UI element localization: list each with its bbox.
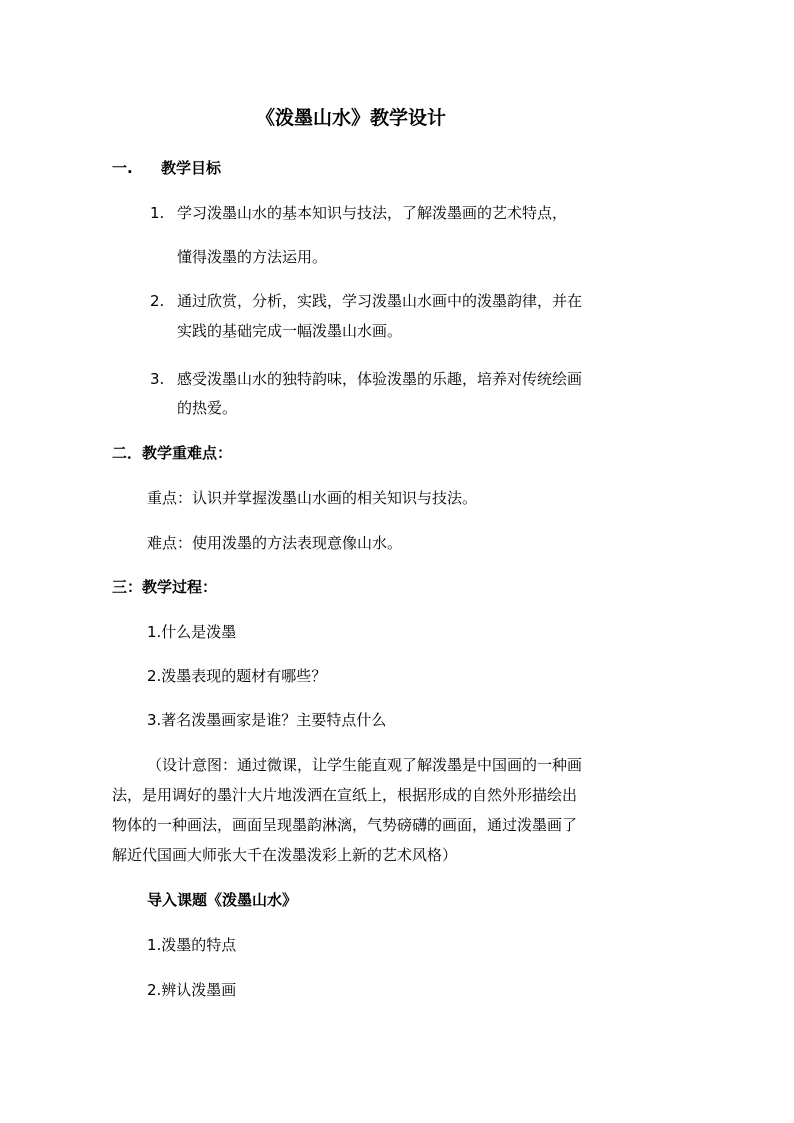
intro-item-2: 2.辨认泼墨画 <box>147 981 237 999</box>
process-question-1: 1.什么是泼墨 <box>147 623 237 641</box>
process-question-2: 2.泼墨表现的题材有哪些？ <box>147 667 327 685</box>
intro-heading: 导入课题《泼墨山水》 <box>147 891 298 909</box>
intro-item-1: 1.泼墨的特点 <box>147 936 237 954</box>
objective-3-line-2: 的热爱。 <box>177 399 238 417</box>
objective-3-line-1: 感受泼墨山水的独特韵味，体验泼墨的乐趣，培养对传统绘画 <box>177 370 583 388</box>
design-intent-line-3: 物体的一种画法，画面呈现墨韵淋漓，气势磅礴的画面，通过泼墨画了 <box>112 816 578 834</box>
section-3-heading: 三：教学过程： <box>112 578 218 596</box>
key-point-focus: 重点：认识并掌握泼墨山水画的相关知识与技法。 <box>147 489 478 507</box>
key-point-difficulty: 难点：使用泼墨的方法表现意像山水。 <box>147 534 403 552</box>
section-2-heading: 二．教学重难点： <box>112 444 233 462</box>
objective-3-number: 3. <box>150 370 165 388</box>
objective-1-line-1: 学习泼墨山水的基本知识与技法，了解泼墨画的艺术特点， <box>177 204 568 222</box>
objective-1-line-2: 懂得泼墨的方法运用。 <box>177 248 328 266</box>
section-1-heading: 教学目标 <box>161 159 222 177</box>
document-title: 《泼墨山水》教学设计 <box>256 107 447 129</box>
design-intent-line-2: 法，是用调好的墨汁大片地泼洒在宣纸上，根据形成的自然外形描绘出 <box>112 786 578 804</box>
design-intent-line-4: 解近代国画大师张大千在泼墨泼彩上新的艺术风格） <box>112 846 458 864</box>
objective-2-line-2: 实践的基础完成一幅泼墨山水画。 <box>177 322 403 340</box>
objective-1-number: 1. <box>150 204 165 222</box>
objective-2-number: 2. <box>150 292 165 310</box>
process-question-3: 3.著名泼墨画家是谁？主要特点什么 <box>147 711 387 729</box>
design-intent-line-1: （设计意图：通过微课，让学生能直观了解泼墨是中国画的一种画 <box>147 756 583 774</box>
section-1-number: 一. <box>112 159 133 177</box>
objective-2-line-1: 通过欣赏，分析，实践，学习泼墨山水画中的泼墨韵律，并在 <box>177 292 583 310</box>
